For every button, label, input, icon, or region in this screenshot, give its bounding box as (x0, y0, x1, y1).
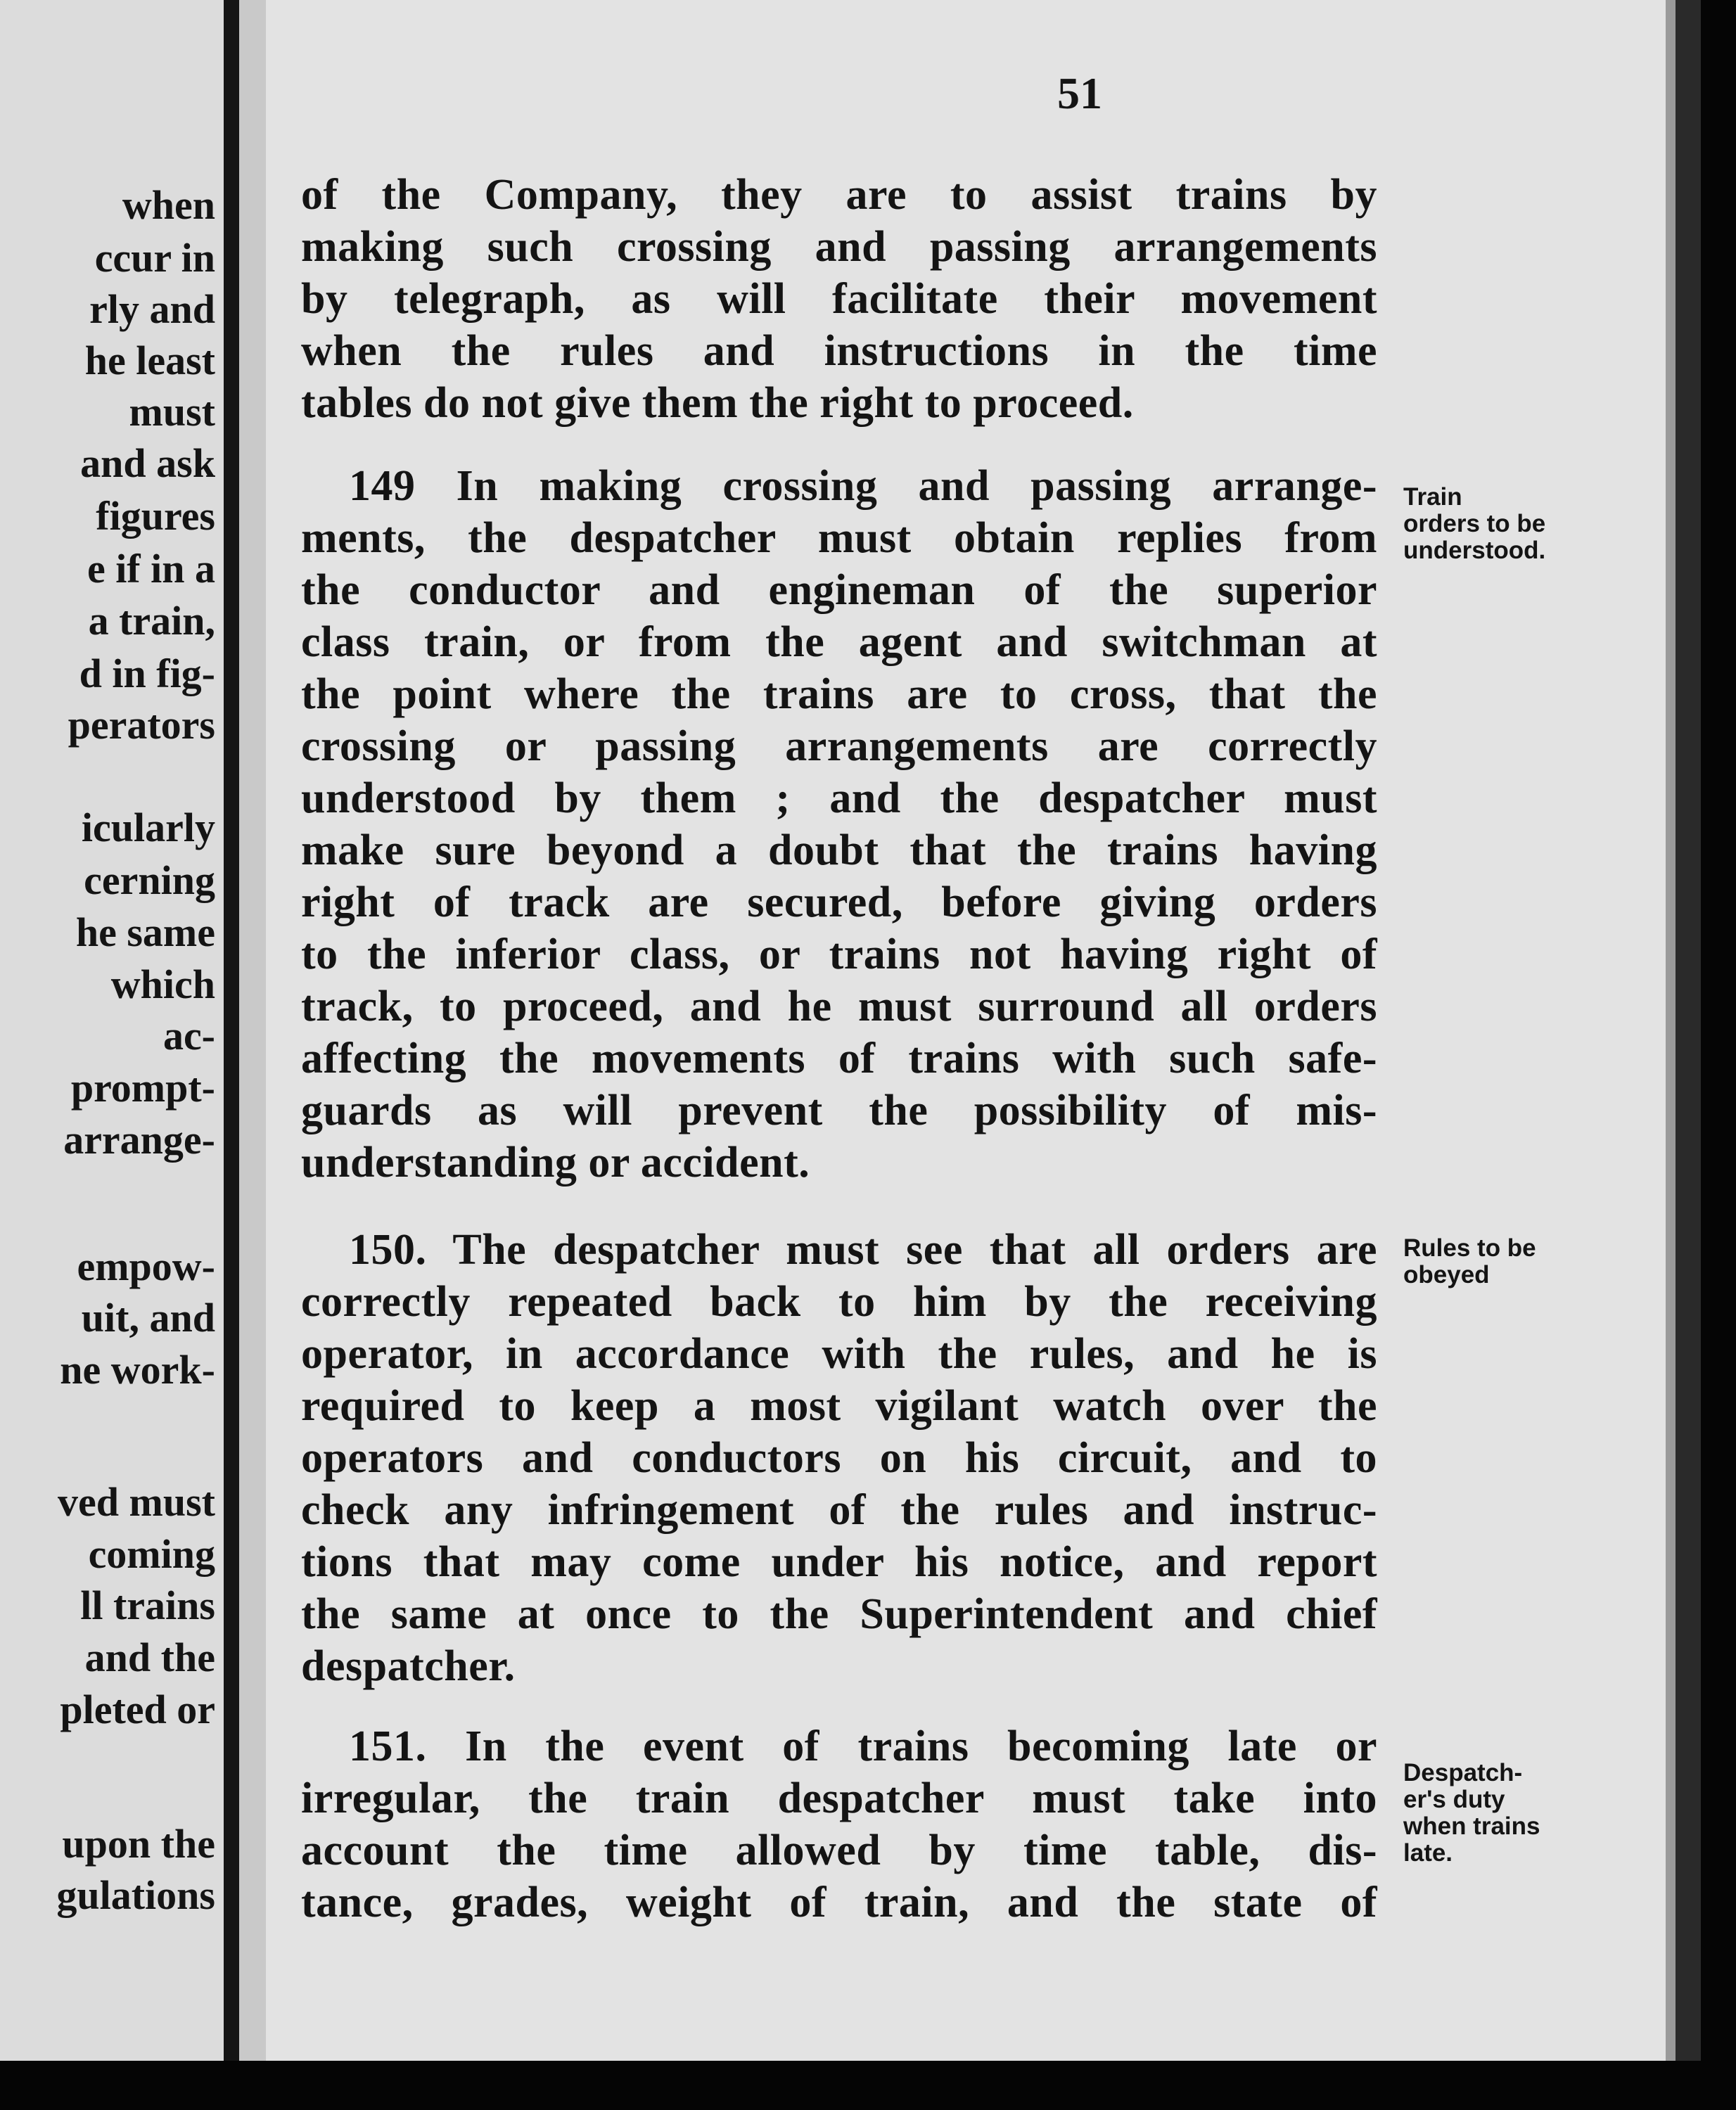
rule-151-line: account the time allowed by time table, dis- (301, 1827, 1377, 1874)
rule-150-line: required to keep a most vigilant watch over the (301, 1382, 1377, 1430)
rule-149-line: guards as will prevent the possibility of mis- (301, 1087, 1377, 1134)
rule-150-line: operators and conductors on his circuit, and to (301, 1434, 1377, 1482)
left-fragment: ne work- (60, 1347, 215, 1393)
left-fragment: uit, and (81, 1295, 215, 1341)
left-fragment: he least (84, 338, 215, 383)
page-edge (1666, 0, 1676, 2061)
left-fragment: ccur in (94, 235, 215, 281)
sidenote-line: orders to be (1403, 510, 1546, 537)
rule-150-line: 150. The despatcher must see that all orders are (349, 1226, 1377, 1274)
rule-149-line: affecting the movements of trains with such safe- (301, 1035, 1377, 1082)
left-fragment: and the (84, 1635, 215, 1680)
book-spine (224, 0, 239, 2061)
sidenote-line: Train (1403, 483, 1462, 511)
text-line: of the Company, they are to assist trains by (301, 171, 1377, 219)
left-fragment: coming (88, 1531, 215, 1577)
left-fragment: prompt- (70, 1065, 215, 1111)
rule-150-line: operator, in accordance with the rules, and he is (301, 1330, 1377, 1378)
rule-149-line: class train, or from the agent and switchman at (301, 618, 1377, 666)
page-edge (1676, 0, 1701, 2061)
left-fragment: rly and (89, 286, 215, 332)
left-fragment: he same (75, 909, 215, 955)
sidenote-line: obeyed (1403, 1261, 1490, 1289)
rule-149-line: right of track are secured, before giving orders (301, 878, 1377, 926)
text-line: making such crossing and passing arrangements (301, 223, 1377, 271)
left-fragment: gulations (56, 1872, 215, 1918)
left-fragment: arrange- (63, 1117, 215, 1163)
left-fragment: empow- (77, 1243, 215, 1289)
rule-151-line: irregular, the train despatcher must take into (301, 1775, 1377, 1822)
left-fragment: must (129, 389, 215, 435)
left-fragment: e if in a (87, 546, 215, 592)
left-fragment: a train, (88, 598, 215, 644)
left-fragment: ll trains (80, 1582, 215, 1628)
rule-149-line: track, to proceed, and he must surround all orders (301, 983, 1377, 1030)
left-fragment: upon the (62, 1821, 215, 1867)
scan-border (1701, 0, 1736, 2061)
left-fragment: icularly (81, 805, 215, 850)
sidenote-line: er's duty (1403, 1786, 1505, 1813)
sidenote-line: when trains (1403, 1812, 1540, 1840)
rule-151-line: tance, grades, weight of train, and the state of (301, 1879, 1377, 1926)
scan-border (0, 2061, 1736, 2110)
rule-149-line: 149 In making crossing and passing arrange- (349, 462, 1377, 510)
rule-150-line: the same at once to the Superintendent and chief (301, 1590, 1377, 1638)
left-fragment: and ask (80, 440, 215, 486)
left-fragment: when (122, 182, 215, 228)
rule-151-line: 151. In the event of trains becoming late or (349, 1722, 1377, 1770)
left-fragment: cerning (84, 857, 215, 903)
left-fragment: ac- (162, 1013, 215, 1059)
left-fragment: ved must (58, 1479, 215, 1525)
rule-149-line: the point where the trains are to cross, that the (301, 670, 1377, 718)
rule-149-line: ments, the despatcher must obtain replies from (301, 514, 1377, 562)
page-gutter (239, 0, 266, 2061)
rule-149-line: understanding or accident. (301, 1139, 810, 1187)
left-page (0, 0, 224, 2061)
rule-149-line: make sure beyond a doubt that the trains having (301, 826, 1377, 874)
left-fragment: which (110, 961, 215, 1007)
left-fragment: pleted or (60, 1687, 215, 1732)
text-line: by telegraph, as will facilitate their movement (301, 275, 1377, 323)
left-fragment: perators (68, 702, 215, 748)
rule-150-line: despatcher. (301, 1642, 516, 1690)
sidenote-train-orders (1403, 484, 1579, 564)
rule-150-line: tions that may come under his notice, and report (301, 1538, 1377, 1586)
sidenote-line: understood. (1403, 537, 1546, 564)
rule-149-line: crossing or passing arrangements are correctly (301, 722, 1377, 770)
text-line: when the rules and instructions in the time (301, 327, 1377, 375)
rule-149-line: the conductor and engineman of the superior (301, 566, 1377, 614)
sidenote-rules-obeyed (1403, 1235, 1579, 1289)
sidenote-line: Despatch- (1403, 1759, 1523, 1786)
page-number: 51 (1057, 68, 1102, 118)
right-page (266, 0, 1666, 2061)
rule-150-line: correctly repeated back to him by the receiving (301, 1278, 1377, 1326)
rule-150-line: check any infringement of the rules and instruc- (301, 1486, 1377, 1534)
sidenote-line: late. (1403, 1839, 1453, 1867)
text-line: tables do not give them the right to proceed. (301, 379, 1134, 427)
rule-149-line: to the inferior class, or trains not having right of (301, 931, 1377, 978)
sidenote-line: Rules to be (1403, 1234, 1536, 1262)
sidenote-despatcher-duty (1403, 1760, 1579, 1867)
left-fragment: d in fig- (79, 651, 215, 696)
left-fragment: figures (96, 493, 215, 539)
rule-149-line: understood by them ; and the despatcher must (301, 774, 1377, 822)
